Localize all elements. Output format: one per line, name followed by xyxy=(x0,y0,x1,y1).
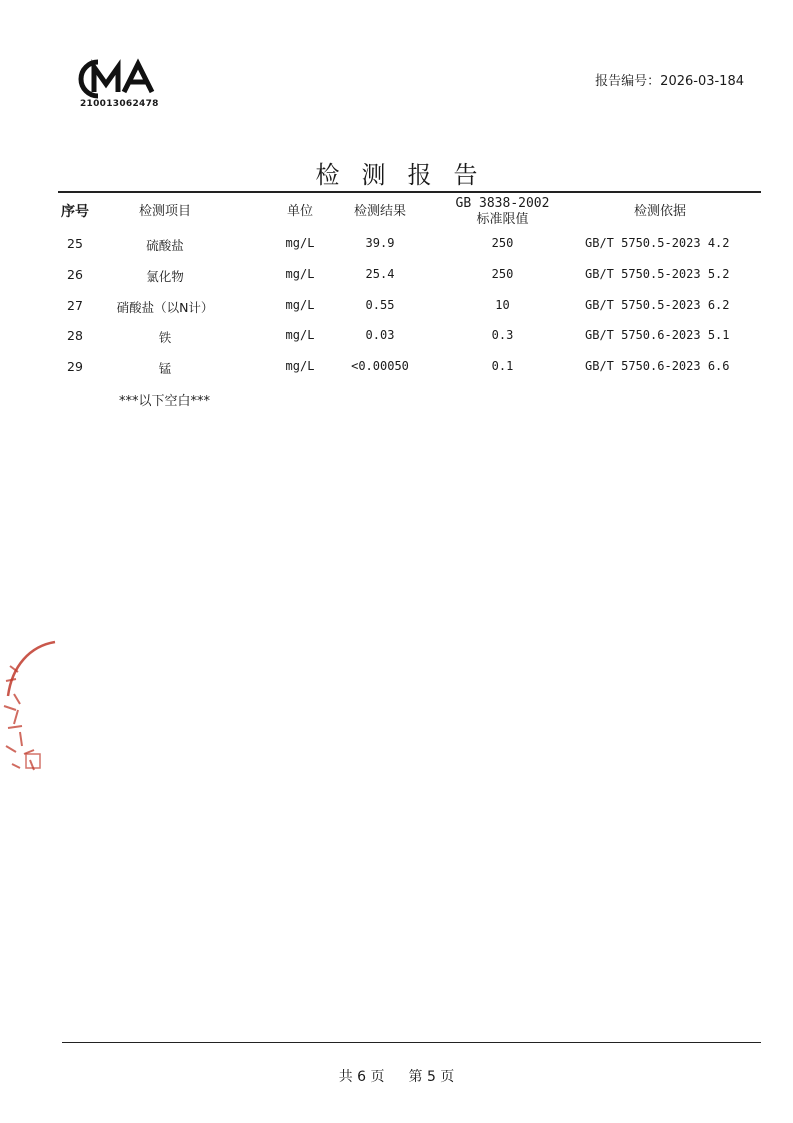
current-page: 第 5 页 xyxy=(408,1069,455,1085)
row-item: 氯化物 xyxy=(146,269,184,284)
row-no: 27 xyxy=(67,298,83,313)
page-footer xyxy=(0,1066,793,1086)
row-unit: mg/L xyxy=(285,267,315,281)
row-result: 0.03 xyxy=(365,328,395,342)
row-result: 39.9 xyxy=(365,236,395,250)
row-unit: mg/L xyxy=(285,236,315,250)
seal-stamp-mark xyxy=(0,636,60,786)
row-no: 26 xyxy=(67,267,83,282)
row-method: GB/T 5750.6-2023 6.6 xyxy=(585,359,730,373)
col-standard: GB 3838-2002 xyxy=(455,196,550,211)
row-limit: 0.3 xyxy=(491,328,514,342)
row-method: GB/T 5750.6-2023 5.1 xyxy=(585,328,730,342)
row-item: 锰 xyxy=(158,361,172,376)
col-method: 检测依据 xyxy=(633,204,686,219)
row-no: 28 xyxy=(67,328,83,343)
row-result: 0.55 xyxy=(365,298,395,312)
row-method: GB/T 5750.5-2023 4.2 xyxy=(585,236,730,250)
row-method: GB/T 5750.5-2023 6.2 xyxy=(585,298,730,312)
row-limit: 250 xyxy=(491,236,514,250)
row-unit: mg/L xyxy=(285,359,315,373)
col-item: 检测项目 xyxy=(138,204,191,219)
row-unit: mg/L xyxy=(285,328,315,342)
row-limit: 10 xyxy=(495,298,510,312)
col-result: 检测结果 xyxy=(353,204,406,219)
seal-stamp xyxy=(0,636,60,786)
table-row xyxy=(0,298,793,318)
header-divider xyxy=(58,191,761,193)
row-no: 29 xyxy=(67,359,83,374)
table-row xyxy=(0,236,793,256)
page-title: 检测报告 xyxy=(315,161,500,189)
col-no: 序号 xyxy=(61,204,89,220)
row-result: <0.00050 xyxy=(351,359,409,373)
row-limit: 250 xyxy=(491,267,514,281)
total-pages: 共 6 页 xyxy=(338,1069,385,1085)
table-row xyxy=(0,359,793,379)
col-limit: 标准限值 xyxy=(476,212,529,227)
row-unit: mg/L xyxy=(285,298,315,312)
row-result: 25.4 xyxy=(365,267,395,281)
cma-logo-mark xyxy=(78,58,162,100)
row-method: GB/T 5750.5-2023 5.2 xyxy=(585,267,730,281)
cma-number: 210013062478 xyxy=(80,99,159,109)
footer-divider xyxy=(62,1042,761,1043)
row-limit: 0.1 xyxy=(491,359,514,373)
end-note: ***以下空白*** xyxy=(119,394,211,409)
table-row xyxy=(0,328,793,348)
table-row xyxy=(0,267,793,287)
row-item: 硝酸盐（以N计） xyxy=(116,300,214,315)
row-item: 铁 xyxy=(158,330,172,345)
row-item: 硫酸盐 xyxy=(146,238,184,253)
report-number: 报告编号：2026-03-184 xyxy=(595,74,744,89)
col-unit: 单位 xyxy=(286,204,313,219)
row-no: 25 xyxy=(67,236,83,251)
